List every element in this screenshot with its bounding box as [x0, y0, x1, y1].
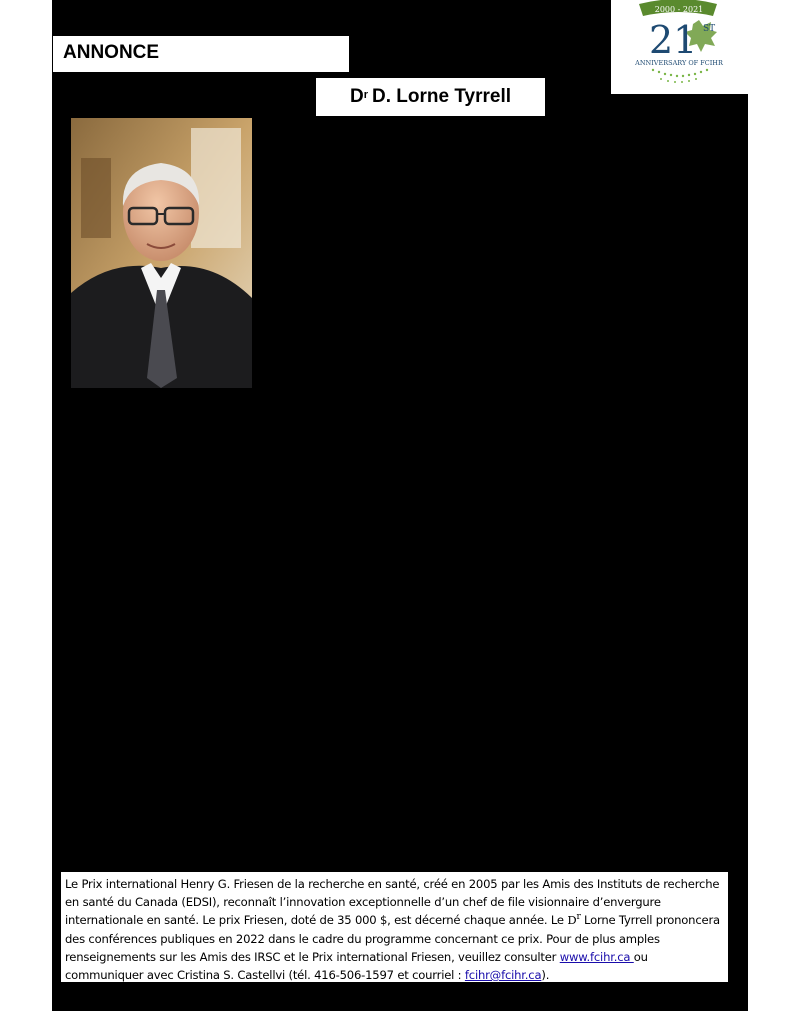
portrait-illustration: [71, 118, 252, 388]
decorative-dots: [652, 69, 708, 83]
background-shelf: [81, 158, 111, 238]
portrait-photo: [71, 118, 252, 388]
years-banner-text: 2000 - 2021: [654, 5, 704, 14]
email-link[interactable]: fcihr@fcihr.ca: [464, 968, 542, 983]
ordinal-suffix: ST: [703, 24, 716, 34]
doctor-abbrev-sup: r: [576, 912, 581, 923]
doctor-abbrev: D: [567, 913, 577, 928]
anniversary-number: 21: [649, 18, 698, 62]
description-text-part1: Le Prix international Henry G. Friesen de la recherche en santé, créé en 2005 par les Amis des Instituts de recherche en santé du Canada (EDSI), reconnaît l’innovation exceptionnelle d’un chef de file visionnaire d’envergure internationale en santé. Le prix Friesen, doté de 35 000 $, est décerné chaque année. Le: [65, 877, 720, 928]
description-text-part3: ou communiquer avec Cristina S. Castellvi (tél. 416-506-1597 et courriel :: [65, 949, 648, 983]
honoree-name-box: [316, 78, 545, 116]
description-text-part2: Lorne Tyrrell prononcera des conférences publiques en 2022 dans le cadre du programme concernant ce prix. Pour de plus amples renseignements sur les Amis des IRSC et le Prix international Friesen, veuillez consulter: [65, 913, 720, 964]
prize-description: [61, 872, 728, 982]
anniversary-logo-graphic: [611, 0, 748, 94]
website-link[interactable]: www.fcihr.ca: [559, 949, 634, 964]
description-text-end: ).: [541, 968, 550, 983]
honoree-title-sup: r: [363, 89, 368, 101]
anniversary-caption: ANNIVERSARY OF FCIHR: [635, 59, 723, 67]
honoree-title-prefix: D: [349, 86, 364, 107]
announce-heading: [53, 36, 349, 72]
announce-label: ANNONCE: [63, 42, 160, 63]
honoree-name: D. Lorne Tyrrell: [372, 86, 512, 107]
fcihr-anniversary-logo: [611, 0, 748, 94]
background-window: [191, 128, 241, 248]
